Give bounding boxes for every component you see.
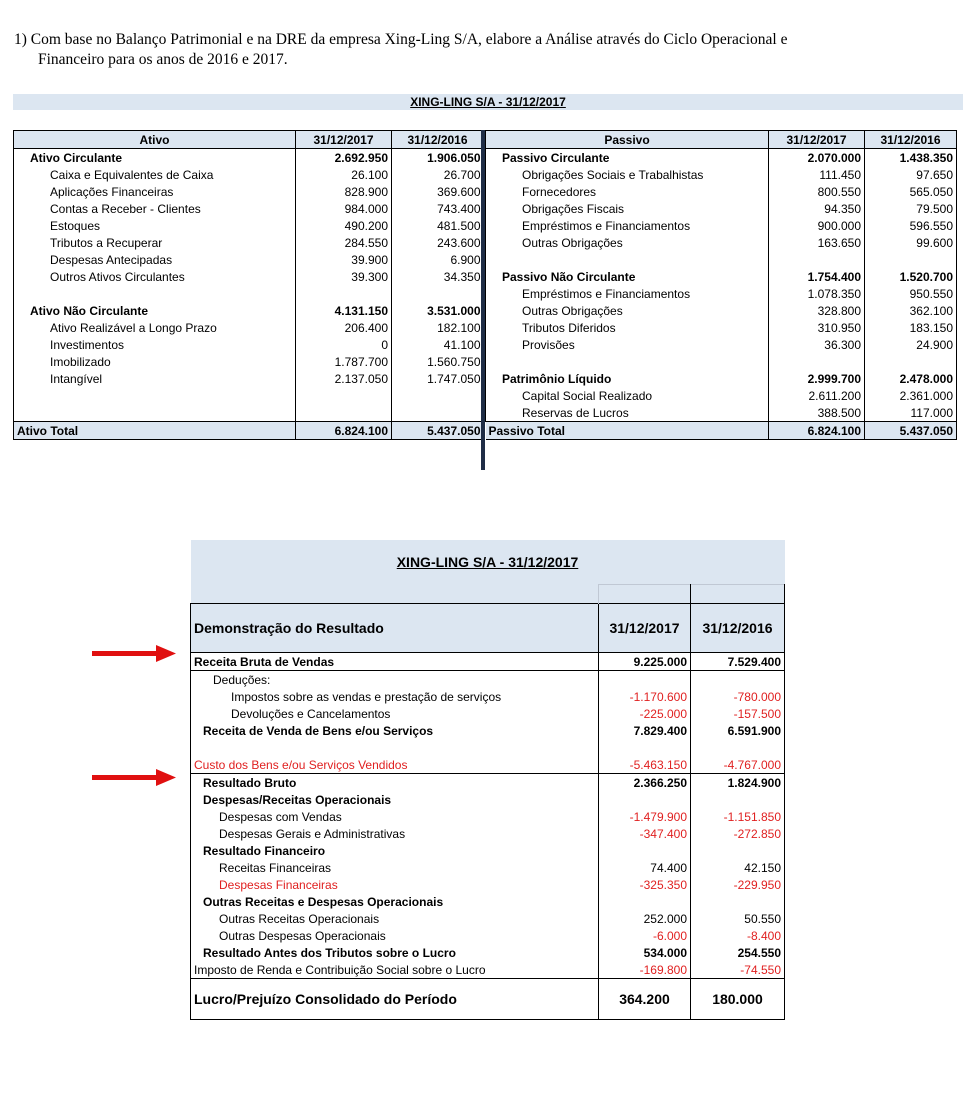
table-row [486,166,957,183]
row-label [14,387,296,404]
table-row [191,910,785,927]
value-2016: 183.150 [865,319,957,336]
row-label: Despesas Antecipadas [14,251,296,268]
value-2016: -4.767.000 [691,756,785,774]
value-2016: 50.550 [691,910,785,927]
value-2017 [769,251,865,268]
table-row [486,336,957,353]
value-2017: -347.400 [599,825,691,842]
table-row [14,166,484,183]
table-row [191,705,785,722]
table-row [14,353,484,370]
dre-title: XING-LING S/A - 31/12/2017 [191,540,785,585]
value-2017: 2.692.950 [296,149,392,167]
table-row [486,353,957,370]
dre-footer-label: Lucro/Prejuízo Consolidado do Período [191,979,599,1020]
value-2017: 36.300 [769,336,865,353]
dre-footer-2016: 180.000 [691,979,785,1020]
row-label: Despesas Financeiras [191,876,599,893]
table-row [486,387,957,404]
value-2016 [691,791,785,808]
value-2016: 97.650 [865,166,957,183]
value-2017: 490.200 [296,217,392,234]
row-label: Ativo Realizável a Longo Prazo [14,319,296,336]
table-row [191,722,785,739]
value-2017: -169.800 [599,961,691,979]
value-2016: 596.550 [865,217,957,234]
value-2016: -780.000 [691,688,785,705]
value-2016: 42.150 [691,859,785,876]
table-row [14,370,484,387]
row-label: Outras Receitas Operacionais [191,910,599,927]
row-label: Empréstimos e Financiamentos [486,217,769,234]
value-2017: 39.900 [296,251,392,268]
row-label: Ativo Circulante [14,149,296,167]
row-label: Devoluções e Cancelamentos [191,705,599,722]
table-row [14,200,484,217]
value-2017: 310.950 [769,319,865,336]
row-label: Despesas Gerais e Administrativas [191,825,599,842]
value-2017 [599,671,691,689]
value-2016: 743.400 [392,200,484,217]
row-label: Passivo Circulante [486,149,769,167]
question-text [14,30,964,70]
value-2016 [392,387,484,404]
row-label: Intangível [14,370,296,387]
value-2016 [691,671,785,689]
value-2017: 39.300 [296,268,392,285]
income-statement-table [190,540,785,1020]
value-2016 [865,353,957,370]
row-label: Imobilizado [14,353,296,370]
row-label: Capital Social Realizado [486,387,769,404]
table-row [14,387,484,404]
row-label: Despesas/Receitas Operacionais [191,791,599,808]
value-2016: 950.550 [865,285,957,302]
table-row [191,739,785,756]
value-2017 [599,791,691,808]
value-2016: -229.950 [691,876,785,893]
passivo-table [485,130,957,440]
value-2017: 800.550 [769,183,865,200]
value-2017: -5.463.150 [599,756,691,774]
value-2017: -325.350 [599,876,691,893]
row-label: Receitas Financeiras [191,859,599,876]
value-2016: 1.747.050 [392,370,484,387]
table-row [14,268,484,285]
value-2017: 1.787.700 [296,353,392,370]
passivo-header: Passivo [486,131,769,149]
value-2017 [296,285,392,302]
row-label [486,251,769,268]
row-label: Resultado Bruto [191,774,599,792]
table-row [486,217,957,234]
value-2016: -272.850 [691,825,785,842]
row-label: Tributos a Recuperar [14,234,296,251]
table-row [14,336,484,353]
value-2017: -1.170.600 [599,688,691,705]
value-2016: 26.700 [392,166,484,183]
value-2017: 1.754.400 [769,268,865,285]
row-label: Outras Obrigações [486,234,769,251]
row-label: Investimentos [14,336,296,353]
value-2016: 481.500 [392,217,484,234]
value-2016: 34.350 [392,268,484,285]
passivo-total-2017: 6.824.100 [769,422,865,440]
table-row [191,842,785,859]
value-2017 [296,387,392,404]
table-row [14,319,484,336]
table-row [191,927,785,944]
value-2016: 99.600 [865,234,957,251]
table-row [14,149,484,167]
table-row [191,688,785,705]
value-2017: 111.450 [769,166,865,183]
table-row [14,285,484,302]
col-2017-header: 31/12/2017 [769,131,865,149]
row-label [191,739,599,756]
question-line-1: 1) Com base no Balanço Patrimonial e na DRE da empresa Xing-Ling S/A, elabore a Análise através do Ciclo Operacional e [14,31,788,48]
col-2016-header: 31/12/2016 [392,131,484,149]
table-row [486,183,957,200]
value-2017: 9.225.000 [599,653,691,671]
row-label: Receita de Venda de Bens e/ou Serviços [191,722,599,739]
row-label: Passivo Não Circulante [486,268,769,285]
value-2017 [296,404,392,422]
value-2016: 2.361.000 [865,387,957,404]
table-row [486,285,957,302]
value-2016: 254.550 [691,944,785,961]
value-2017: 26.100 [296,166,392,183]
arrow-right-icon [92,645,176,663]
row-label: Provisões [486,336,769,353]
value-2016: 2.478.000 [865,370,957,387]
row-label: Custo dos Bens e/ou Serviços Vendidos [191,756,599,774]
table-row [191,859,785,876]
col-2017-header: 31/12/2017 [296,131,392,149]
table-row [486,370,957,387]
value-2016: 243.600 [392,234,484,251]
row-label: Tributos Diferidos [486,319,769,336]
table-row [14,302,484,319]
row-label: Resultado Antes dos Tributos sobre o Lucro [191,944,599,961]
row-label: Ativo Não Circulante [14,302,296,319]
value-2016 [691,893,785,910]
table-row [486,268,957,285]
value-2017: 2.366.250 [599,774,691,792]
value-2017: 1.078.350 [769,285,865,302]
value-2016: 1.824.900 [691,774,785,792]
value-2017: 74.400 [599,859,691,876]
value-2017: 163.650 [769,234,865,251]
table-row [191,774,785,792]
table-row [486,404,957,422]
value-2016 [392,285,484,302]
value-2016: -8.400 [691,927,785,944]
table-row [14,217,484,234]
row-label: Aplicações Financeiras [14,183,296,200]
value-2016: 41.100 [392,336,484,353]
value-2017: -1.479.900 [599,808,691,825]
table-row [14,251,484,268]
table-row [191,808,785,825]
table-row [486,251,957,268]
value-2017 [599,842,691,859]
value-2017: -225.000 [599,705,691,722]
value-2016: 1.438.350 [865,149,957,167]
row-label: Empréstimos e Financiamentos [486,285,769,302]
balance-sheet-title: XING-LING S/A - 31/12/2017 [13,94,963,110]
table-row [191,671,785,689]
value-2017: 2.999.700 [769,370,865,387]
row-label: Patrimônio Líquido [486,370,769,387]
table-row [486,234,957,251]
row-label: Estoques [14,217,296,234]
row-label: Outros Ativos Circulantes [14,268,296,285]
row-label: Reservas de Lucros [486,404,769,422]
value-2017: 900.000 [769,217,865,234]
dre-col-2017: 31/12/2017 [599,604,691,653]
table-row [486,149,957,167]
row-label [486,353,769,370]
value-2016: 24.900 [865,336,957,353]
value-2017: 206.400 [296,319,392,336]
value-2016 [392,404,484,422]
value-2016: 3.531.000 [392,302,484,319]
value-2016 [865,251,957,268]
value-2017: 534.000 [599,944,691,961]
question-line-2: Financeiro para os anos de 2016 e 2017. [38,51,288,68]
value-2017 [599,739,691,756]
row-label: Deduções: [191,671,599,689]
row-label: Imposto de Renda e Contribuição Social sobre o Lucro [191,961,599,979]
ativo-total-2017: 6.824.100 [296,422,392,440]
ativo-table [13,130,484,440]
dre-col-2016: 31/12/2016 [691,604,785,653]
value-2017 [769,353,865,370]
value-2016: -74.550 [691,961,785,979]
row-label: Despesas com Vendas [191,808,599,825]
value-2017: 328.800 [769,302,865,319]
table-row [191,791,785,808]
table-row [486,319,957,336]
row-label: Resultado Financeiro [191,842,599,859]
row-label: Obrigações Sociais e Trabalhistas [486,166,769,183]
table-row [486,200,957,217]
dre-header: Demonstração do Resultado [191,604,599,653]
value-2017: 2.137.050 [296,370,392,387]
table-row [191,944,785,961]
table-row [191,653,785,671]
value-2017: 94.350 [769,200,865,217]
value-2016: 369.600 [392,183,484,200]
row-label: Obrigações Fiscais [486,200,769,217]
table-row [191,893,785,910]
value-2017: 252.000 [599,910,691,927]
row-label: Outras Obrigações [486,302,769,319]
table-row [191,961,785,979]
value-2016 [691,739,785,756]
row-label: Receita Bruta de Vendas [191,653,599,671]
value-2017: 828.900 [296,183,392,200]
passivo-total-label: Passivo Total [486,422,769,440]
value-2016: 1.560.750 [392,353,484,370]
row-label [14,404,296,422]
table-row [14,234,484,251]
value-2016: 6.900 [392,251,484,268]
ativo-header: Ativo [14,131,296,149]
value-2016: 565.050 [865,183,957,200]
value-2016: 117.000 [865,404,957,422]
table-row [191,825,785,842]
value-2017: 2.611.200 [769,387,865,404]
value-2017: 7.829.400 [599,722,691,739]
value-2016: -1.151.850 [691,808,785,825]
passivo-total-2016: 5.437.050 [865,422,957,440]
value-2016: 79.500 [865,200,957,217]
value-2017: 2.070.000 [769,149,865,167]
value-2017: 284.550 [296,234,392,251]
arrow-right-icon [92,769,176,787]
value-2017: 984.000 [296,200,392,217]
row-label: Outras Receitas e Despesas Operacionais [191,893,599,910]
ativo-total-label: Ativo Total [14,422,296,440]
value-2017: 4.131.150 [296,302,392,319]
col-2016-header: 31/12/2016 [865,131,957,149]
value-2017 [599,893,691,910]
row-label: Impostos sobre as vendas e prestação de serviços [191,688,599,705]
table-row [191,876,785,893]
ativo-total-2016: 5.437.050 [392,422,484,440]
value-2016 [691,842,785,859]
row-label: Fornecedores [486,183,769,200]
table-row [486,302,957,319]
value-2016: 1.906.050 [392,149,484,167]
value-2016: 1.520.700 [865,268,957,285]
row-label: Contas a Receber - Clientes [14,200,296,217]
value-2016: 7.529.400 [691,653,785,671]
value-2017: 388.500 [769,404,865,422]
value-2017: 0 [296,336,392,353]
value-2017: -6.000 [599,927,691,944]
table-row [14,404,484,422]
value-2016: 182.100 [392,319,484,336]
value-2016: 6.591.900 [691,722,785,739]
dre-footer-2017: 364.200 [599,979,691,1020]
row-label [14,285,296,302]
row-label: Outras Despesas Operacionais [191,927,599,944]
table-row [14,183,484,200]
value-2016: 362.100 [865,302,957,319]
table-row [191,756,785,774]
row-label: Caixa e Equivalentes de Caixa [14,166,296,183]
value-2016: -157.500 [691,705,785,722]
